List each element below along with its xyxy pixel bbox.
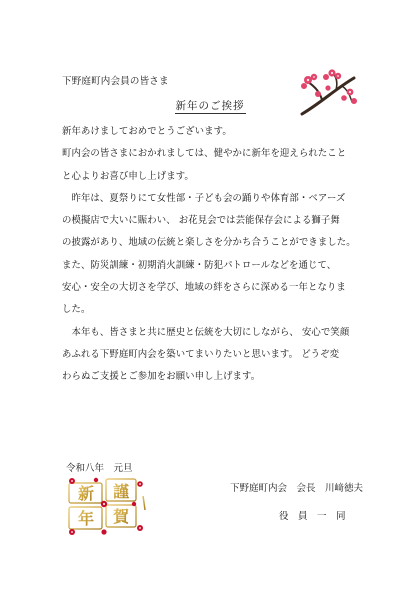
plum-blossom-icon <box>292 68 358 116</box>
staff-signature: 役 員 一 同 <box>279 511 346 522</box>
sender-name: 下野庭町内会 会長 川﨑徳夫 <box>230 483 364 494</box>
svg-text:謹: 謹 <box>112 482 130 501</box>
svg-text:賀: 賀 <box>112 507 130 526</box>
body-line: 新年あけましておめでとうございます。 <box>62 126 232 137</box>
body-line: 町内会の皆さまにおかれましては、健やかに新年を迎えられたこと <box>62 148 347 160</box>
letter-title-text: 新年のご挨拶 <box>175 100 245 112</box>
kinga-shinnen-stamp-icon <box>66 476 146 536</box>
letter-date: 令和八年 元旦 <box>66 463 133 474</box>
body-line: 安心・安全の大切さを学び、地域の絆をさらに深める一年となりま <box>62 282 346 294</box>
body-line: の披露があり、地域の伝統と楽しさを分かち合うことができました。 <box>62 237 356 249</box>
svg-text:年: 年 <box>77 509 95 528</box>
body-line: と心よりお喜び申し上げます。 <box>62 170 194 182</box>
body-line: 本年も、皆さまと共に歴史と伝統を大切にしながら、 安心で笑顔 <box>62 326 350 338</box>
body-line: また、防災訓練・初期消火訓練・防犯パトロールなどを通じて、 <box>62 259 337 271</box>
addressee: 下野庭町内会員の皆さま <box>62 76 169 87</box>
svg-text:新: 新 <box>77 484 95 503</box>
body-line: わらぬご支援とご参加をお願い申し上げます。 <box>62 371 261 383</box>
body-line: あふれる下野庭町内会を築いてまいりたいと思います。 どうぞ変 <box>62 348 340 360</box>
body-line: した。 <box>62 304 91 316</box>
letter-body <box>62 126 376 394</box>
body-line: 昨年は、夏祭りにて女性部・子ども会の踊りや体育部・ベアーズ <box>62 192 346 204</box>
body-line: の模擬店で大いに賑わい、 お花見会では芸能保存会による獅子舞 <box>62 215 340 227</box>
